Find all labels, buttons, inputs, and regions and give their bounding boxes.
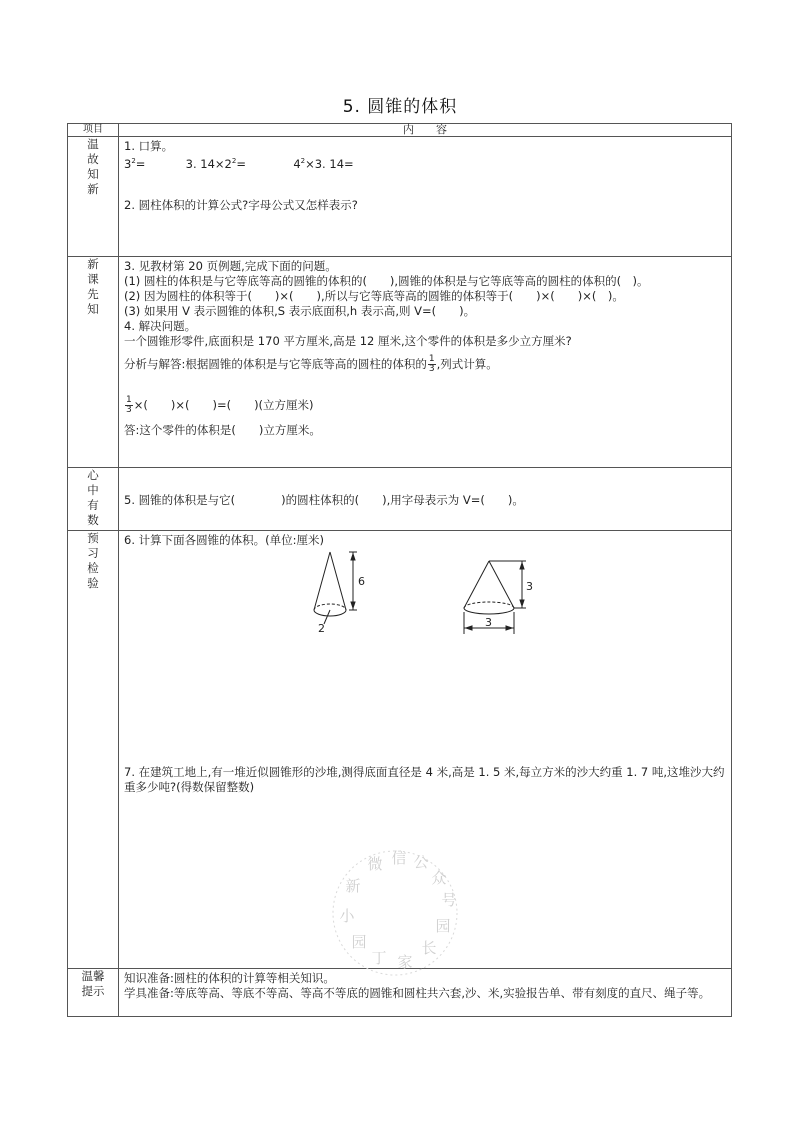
cone2-height-label: 3 [526, 580, 533, 593]
q2-text: 2. 圆柱体积的计算公式?字母公式又怎样表示? [124, 197, 358, 212]
svg-text:微: 微 [367, 855, 383, 873]
heart-row [68, 468, 732, 531]
q1-items: $3^2= 3$. $14\times 2^2= 4^2\times 3$. 14= [124, 156, 354, 171]
svg-text:公: 公 [413, 853, 429, 871]
header-content: 内 容 [119, 124, 732, 137]
cone-2 [464, 561, 526, 634]
review-row [68, 137, 732, 257]
header-row [68, 124, 732, 137]
svg-text:长: 长 [421, 939, 437, 957]
tips-line2: 学具准备:等底等高、等底不等高、等高不等底的圆锥和圆柱共六套,沙、米,实验报告单、带有刻度的直尺、绳子等。 [124, 986, 711, 1000]
preview-label: 预 习 检 验 [68, 531, 119, 969]
svg-text:号: 号 [441, 891, 457, 909]
svg-text:园: 园 [351, 933, 367, 951]
q4-formula: $\frac{1}{3}$ ×( )×( )=( )(立方厘米) [126, 395, 314, 415]
q1-title: 1. 口算。 [124, 139, 174, 153]
q3-part1: (1) 圆柱的体积是与它等底等高的圆锥的体积的( ),圆锥的体积是与它等底等高的圆柱的体积的( )。 [124, 274, 649, 288]
svg-text:信: 信 [391, 849, 407, 867]
cone-diagrams [124, 548, 729, 640]
one-third-fraction: $\frac{1}{3}$ [428, 354, 435, 374]
q4-answer: 答:这个零件的体积是( )立方厘米。 [124, 423, 321, 437]
cone1-height-label: 6 [358, 575, 365, 588]
cone-figures [124, 548, 727, 640]
page-title: 5. 圆锥的体积 [342, 97, 458, 117]
one-third-fraction: $\frac{1}{3}$ [126, 395, 132, 415]
q7-text: 7. 在建筑工地上,有一堆近似圆锥形的沙堆,测得底面直径是 4 米,高是 1. 5 米,每立方米的沙大约重 1. 7 吨,这堆沙大约重多少吨?(得数保留整数) [124, 765, 725, 794]
new-lesson-row [68, 257, 732, 468]
svg-text:众: 众 [431, 869, 447, 887]
header-item: 项目 [68, 124, 119, 137]
heart-label: 心 中 有 数 [68, 468, 119, 531]
q4-analysis: 分析与解答:根据圆锥的体积是与它等底等高的圆柱的体积的 $\frac{1}{3}$ ,列式计算。 [124, 354, 498, 374]
svg-text:园: 园 [435, 917, 451, 935]
q3-part3: (3) 如果用 V 表示圆锥的体积,S 表示底面积,h 表示高,则 V=( )。 [124, 304, 476, 318]
review-content [119, 137, 732, 257]
tips-label: 温馨 提示 [68, 969, 119, 1017]
svg-text:新: 新 [345, 877, 361, 895]
new-lesson-content [119, 257, 732, 468]
q3-part2: (2) 因为圆柱的体积等于( )×( ),所以与它等底等高的圆锥的体积等于( )×( )×( )。 [124, 289, 624, 303]
heart-content [119, 468, 732, 531]
q4-problem: 一个圆锥形零件,底面积是 170 平方厘米,高是 12 厘米,这个零件的体积是多少立方厘米? [124, 334, 572, 348]
q5-text: 5. 圆锥的体积是与它( )的圆柱体积的( ),用字母表示为 V=( )。 [124, 492, 524, 507]
review-label: 温 故 知 新 [68, 137, 119, 257]
svg-text:小: 小 [339, 907, 355, 925]
watermark-stamp [325, 843, 465, 983]
q4-title: 4. 解决问题。 [124, 319, 197, 333]
q3-title: 3. 见教材第 20 页例题,完成下面的问题。 [124, 259, 337, 273]
cone-1 [314, 552, 357, 624]
svg-text:家: 家 [397, 953, 413, 971]
svg-text:丁: 丁 [371, 949, 387, 967]
new-lesson-label: 新 课 先 知 [68, 257, 119, 468]
cone2-diameter-label: 3 [485, 616, 492, 629]
cone1-radius-label: 2 [318, 622, 325, 635]
q6-text: 6. 计算下面各圆锥的体积。(单位:厘米) [124, 533, 324, 547]
tips-line1: 知识准备:圆柱的体积的计算等相关知识。 [124, 971, 335, 985]
